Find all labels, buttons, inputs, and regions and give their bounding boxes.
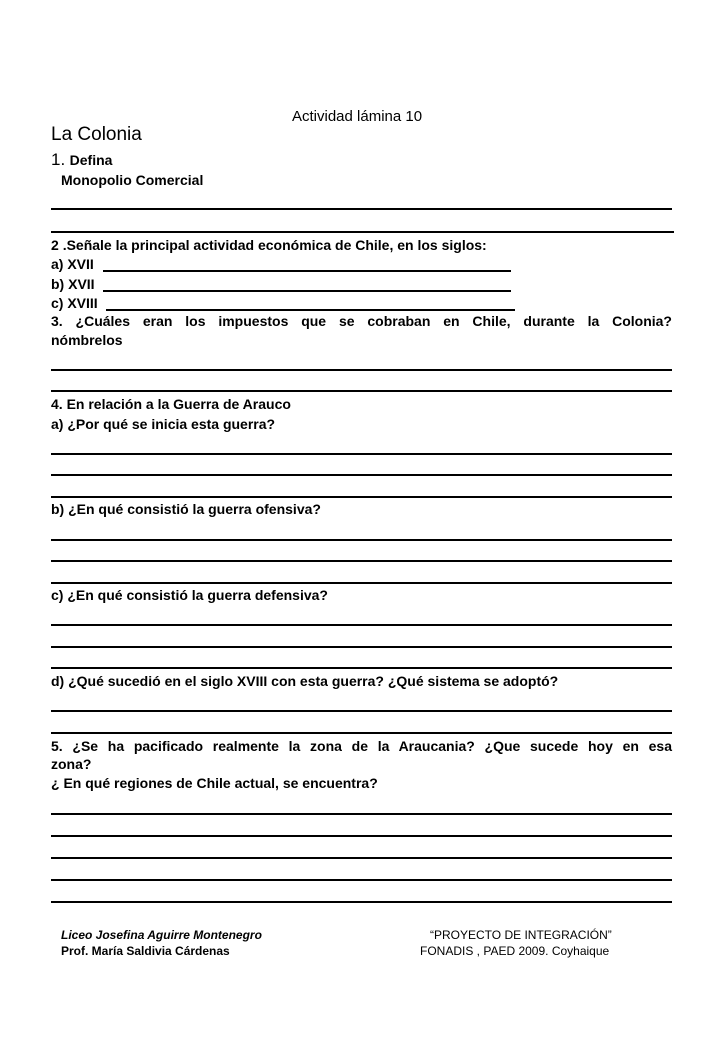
answer-line[interactable] [51,646,672,648]
answer-line[interactable] [51,453,672,455]
question-3-line-1: 3. ¿Cuáles eran los impuestos que se cobraban en Chile, durante la Colonia? [51,313,672,329]
answer-line[interactable] [103,270,511,272]
question-4d: d) ¿Qué sucedió en el siglo XVIII con esta guerra? ¿Qué sistema se adoptó? [51,673,559,689]
answer-line[interactable] [51,732,672,734]
answer-line[interactable] [106,309,515,311]
answer-line[interactable] [51,231,674,233]
answer-line[interactable] [51,901,672,903]
question-2-number: 2 [51,237,59,253]
footer-school: Liceo Josefina Aguirre Montenegro [61,928,262,942]
answer-line[interactable] [51,813,672,815]
question-2a-label: a) XVII [51,256,94,272]
answer-line[interactable] [51,390,672,392]
question-2-text: .Señale la principal actividad económica de Chile, en los siglos: [62,237,487,253]
question-3-line-2: nómbrelos [51,332,123,348]
footer-project: “PROYECTO DE INTEGRACIÓN” [430,928,612,942]
answer-line[interactable] [51,539,672,541]
answer-line[interactable] [51,624,672,626]
answer-line[interactable] [51,208,672,210]
question-5-line-1: 5. ¿Se ha pacificado realmente la zona de la Araucania? ¿Que sucede hoy en esa [51,738,672,754]
question-4b: b) ¿En qué consistió la guerra ofensiva? [51,501,321,517]
answer-line[interactable] [103,290,511,292]
question-4: 4. En relación a la Guerra de Arauco [51,396,291,412]
answer-line[interactable] [51,474,672,476]
question-4c: c) ¿En qué consistió la guerra defensiva? [51,587,328,603]
page-title: La Colonia [51,124,142,145]
question-1 [51,150,112,170]
question-1-term: Monopolio Comercial [61,172,204,188]
question-1-label: Defina [69,152,113,168]
answer-line[interactable] [51,879,672,881]
question-2 [51,237,487,253]
question-2b-label: b) XVII [51,276,95,292]
footer-funding: FONADIS , PAED 2009. Coyhaique [420,944,610,958]
answer-line[interactable] [51,496,672,498]
question-4a: a) ¿Por qué se inicia esta guerra? [51,416,276,432]
answer-line[interactable] [51,835,672,837]
question-5-line-2: zona? [51,756,92,772]
question-2c-label: c) XVIII [51,295,98,311]
answer-line[interactable] [51,857,672,859]
question-5-line-3: ¿ En qué regiones de Chile actual, se encuentra? [51,775,378,791]
answer-line[interactable] [51,667,672,669]
question-1-number: 1. [51,150,66,169]
answer-line[interactable] [51,582,672,584]
footer-teacher: Prof. María Saldivia Cárdenas [61,944,230,958]
activity-label: Actividad lámina 10 [292,108,423,125]
answer-line[interactable] [51,369,672,371]
answer-line[interactable] [51,560,672,562]
answer-line[interactable] [51,710,672,712]
